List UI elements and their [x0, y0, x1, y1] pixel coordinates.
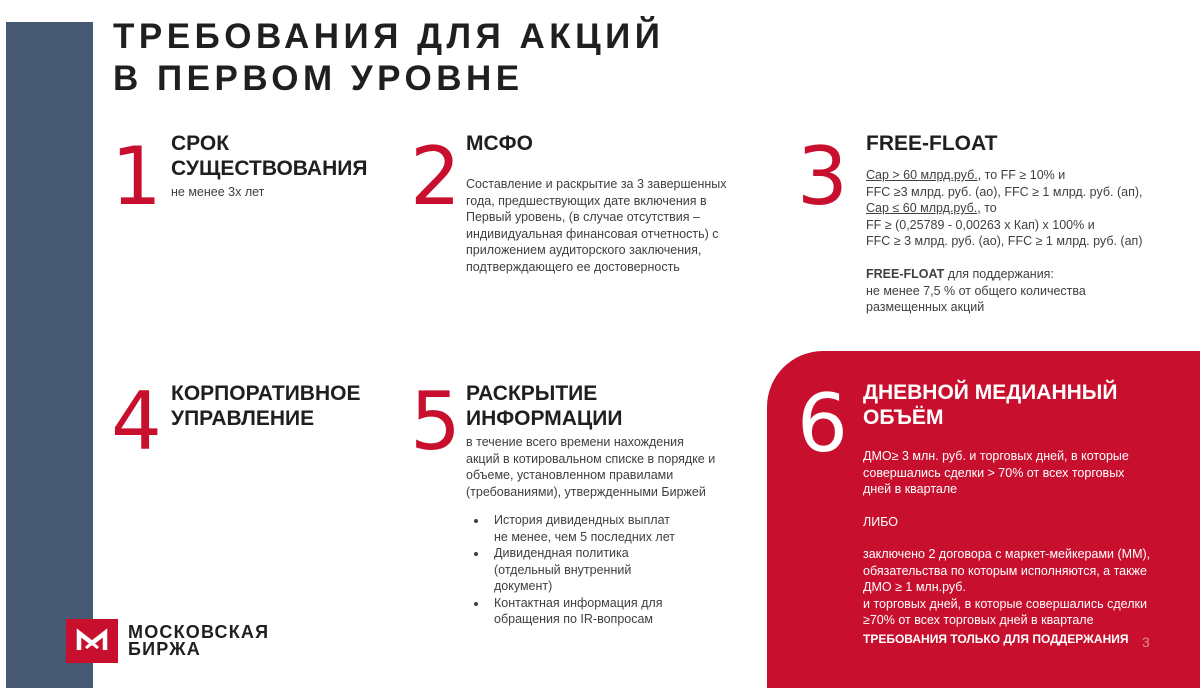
req6-p1-line-1: ДМО≥ 3 млн. руб. и торговых дней, в которые	[863, 449, 1129, 463]
req5-bullet-2-line-1: Дивидендная политика	[494, 546, 629, 560]
req3-support-bold: FREE-FLOAT	[866, 267, 945, 281]
req1-number: 1	[111, 130, 162, 223]
req6-p1-line-3: дней в квартале	[863, 482, 958, 496]
req6-heading-line-1: ДНЕВНОЙ МЕДИАННЫЙ	[863, 381, 1118, 404]
req3-heading: FREE-FLOAT	[866, 132, 998, 155]
req5-bullet-3-line-1: Контактная информация для	[494, 595, 663, 610]
req5-bullet-2-line-3: документ)	[494, 579, 553, 593]
req5-line: объеме, установленном правилами	[466, 468, 674, 482]
moex-logo-mark	[66, 619, 118, 663]
req6-support-note: ТРЕБОВАНИЯ ТОЛЬКО ДЛЯ ПОДДЕРЖАНИЯ	[863, 632, 1129, 646]
req6-heading	[863, 380, 1117, 430]
req4-number: 4	[111, 375, 162, 468]
left-sidebar-bar	[6, 22, 93, 688]
req6-p2-line-5: ≥70% от всех торговых дней в квартале	[863, 613, 1094, 627]
req5-text	[466, 434, 715, 500]
req5-bullet-1-line-2: не менее, чем 5 последних лет	[494, 529, 675, 544]
req5-bullet-dividend-policy	[488, 545, 675, 595]
req3-cap-condition-2: Cap ≤ 60 млрд.руб.,	[866, 201, 981, 215]
req3-line-2: FFC ≥3 млрд. руб. (ао), FFC ≥ 1 млрд. руб. (ап),	[866, 184, 1143, 199]
req3-line-5: FFC ≥ 3 млрд. руб. (ао), FFC ≥ 1 млрд. руб. (ап)	[866, 234, 1143, 248]
req4-heading-line-2: УПРАВЛЕНИЕ	[171, 407, 315, 430]
req2-line: подтверждающего ее достоверность	[466, 259, 680, 274]
moex-logo-icon	[66, 619, 118, 663]
req3-conditions	[866, 167, 1142, 250]
req5-heading-line-2: ИНФОРМАЦИИ	[466, 407, 623, 430]
req6-paragraph-1	[863, 448, 1129, 498]
req5-number: 5	[410, 375, 461, 468]
req5-heading	[466, 381, 622, 431]
req5-line: в течение всего времени нахождения	[466, 435, 684, 449]
req6-p2-line-3: ДМО ≥ 1 млн.руб.	[863, 580, 966, 594]
moex-logo-text	[128, 624, 269, 658]
req2-number: 2	[410, 130, 461, 223]
req6-paragraph-2	[863, 546, 1150, 629]
page-number: 3	[1142, 634, 1150, 650]
req2-line: года, предшествующих дате включения в	[466, 193, 707, 208]
req4-heading-line-1: КОРПОРАТИВНОЕ	[171, 382, 361, 405]
req2-line: Составление и раскрытие за 3 завершенных	[466, 177, 727, 191]
req3-support	[866, 266, 1086, 316]
req3-number: 3	[797, 130, 848, 223]
req6-p2-line-4: и торговых дней, в которые совершались сделки	[863, 596, 1147, 611]
req6-heading-line-2: ОБЪЁМ	[863, 406, 944, 429]
req5-line: акций в котировальном списке в порядке и	[466, 451, 716, 466]
req6-p2-line-2: обязательства по которым исполняются, а также	[863, 563, 1147, 578]
req4-heading	[171, 381, 360, 431]
title-line-2: В ПЕРВОМ УРОВНЕ	[113, 59, 524, 98]
req6-p2-line-1: заключено 2 договора с маркет-мейкерами (ММ),	[863, 547, 1151, 561]
req2-heading: МСФО	[466, 132, 533, 155]
req1-heading-line-2: СУЩЕСТВОВАНИЯ	[171, 157, 368, 180]
req3-cap-condition-1: Cap > 60 млрд.руб.,	[866, 168, 982, 182]
req2-text	[466, 176, 727, 275]
req3-support-line-2: не менее 7,5 % от общего количества	[866, 283, 1086, 298]
req5-line: (требованиями), утвержденными Биржей	[466, 484, 706, 499]
req1-heading-line-1: СРОК	[171, 132, 230, 155]
page-title	[113, 16, 664, 100]
logo-line-2: БИРЖА	[128, 639, 201, 659]
req5-bullet-1-line-1: История дивидендных выплат	[494, 513, 670, 527]
req3-support-rest: для поддержания:	[944, 267, 1054, 281]
req5-bullet-ir-contacts	[488, 595, 675, 628]
req6-or: ЛИБО	[863, 515, 898, 529]
logo-line-1: МОСКОВСКАЯ	[128, 622, 270, 642]
req1-heading	[171, 131, 367, 181]
req6-p1-line-2: совершались сделки > 70% от всех торговых	[863, 465, 1125, 480]
req2-line: приложением аудиторского заключения,	[466, 243, 702, 257]
req2-line: Первый уровень, (в случае отсутствия –	[466, 210, 700, 224]
req5-heading-line-1: РАСКРЫТИЕ	[466, 382, 598, 405]
req3-line-4: FF ≥ (0,25789 - 0,00263 х Кап) х 100% и	[866, 217, 1095, 232]
req5-bullet-2-line-2: (отдельный внутренний	[494, 562, 632, 577]
req5-bullet-3-line-2: обращения по IR-вопросам	[494, 612, 654, 626]
req2-line: индивидуальная финансовая отчетность) с	[466, 226, 719, 241]
req5-bullet-dividend-history	[488, 512, 675, 545]
req3-line-1-rest: то FF ≥ 10% и	[981, 168, 1066, 182]
req3-line-3-rest: то	[980, 201, 997, 215]
req6-number: 6	[797, 377, 848, 470]
req3-support-line-3: размещенных акций	[866, 300, 985, 314]
req1-text: не менее 3х лет	[171, 185, 265, 199]
title-line-1: ТРЕБОВАНИЯ ДЛЯ АКЦИЙ	[113, 17, 665, 56]
req5-bullet-list	[470, 512, 675, 628]
